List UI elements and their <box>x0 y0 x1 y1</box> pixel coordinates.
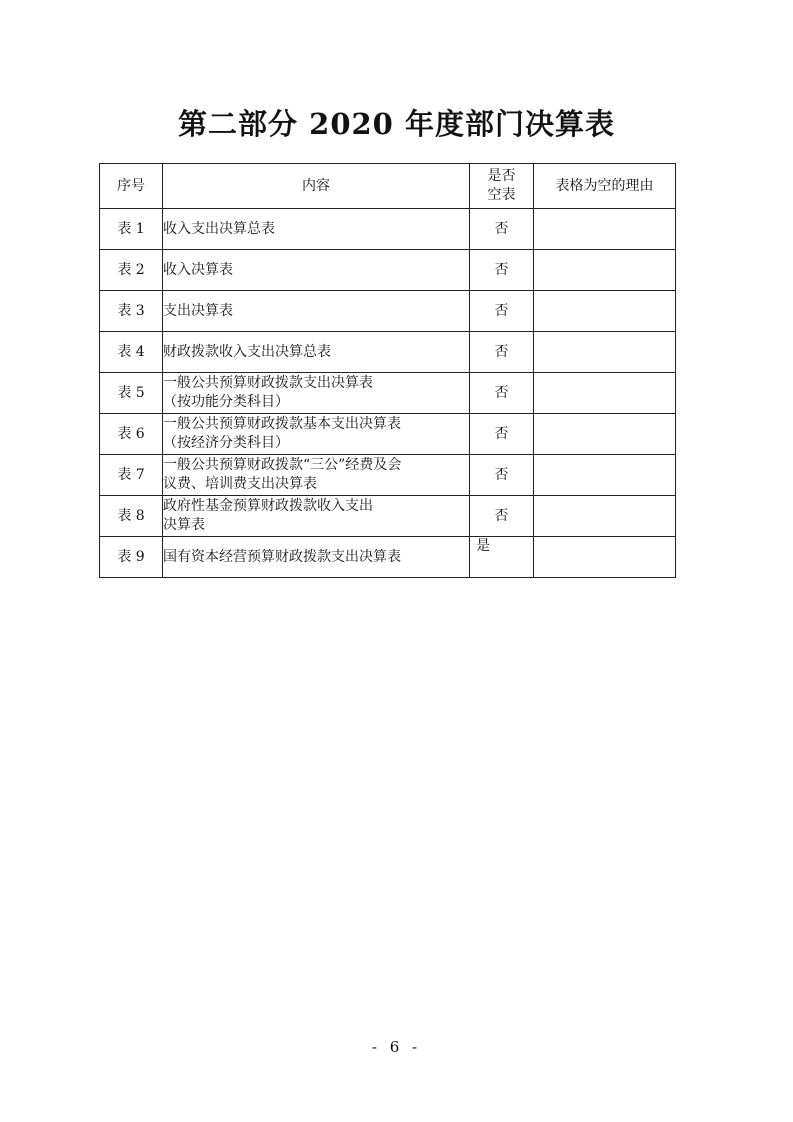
row-is-empty: 是 <box>470 537 534 578</box>
row-content <box>163 414 470 455</box>
row-content-line: 一般公共预算财政拨款支出决算表 <box>163 375 373 391</box>
row-is-empty: 否 <box>470 291 534 332</box>
row-reason <box>534 373 676 414</box>
row-is-empty: 否 <box>470 209 534 250</box>
row-content <box>163 373 470 414</box>
table-row <box>100 496 676 537</box>
row-seq: 表 1 <box>100 209 163 250</box>
row-content-line: 支出决算表 <box>163 302 233 319</box>
row-content-line: 一般公共预算财政拨款“三公”经费及会 <box>163 457 402 473</box>
row-content-line: 议费、培训费支出决算表 <box>163 476 317 492</box>
row-reason <box>534 455 676 496</box>
row-seq: 表 3 <box>100 291 163 332</box>
row-is-empty: 否 <box>470 250 534 291</box>
row-content-line: 国有资本经营预算财政拨款支出决算表 <box>163 548 401 565</box>
table-row <box>100 332 676 373</box>
row-content-line: 收入支出决算总表 <box>163 220 275 237</box>
row-seq: 表 6 <box>100 414 163 455</box>
page-title: 第二部分 2020 年度部门决算表 <box>178 107 615 141</box>
row-reason <box>534 250 676 291</box>
row-is-empty: 否 <box>470 496 534 537</box>
row-content-line: （按经济分类科目） <box>163 435 289 451</box>
row-is-empty: 否 <box>470 455 534 496</box>
row-is-empty: 否 <box>470 414 534 455</box>
table-row <box>100 373 676 414</box>
row-content <box>163 250 470 291</box>
row-content <box>163 209 470 250</box>
table-row <box>100 537 676 578</box>
row-content <box>163 455 470 496</box>
row-seq: 表 4 <box>100 332 163 373</box>
row-is-empty: 否 <box>470 332 534 373</box>
page-number: - 6 - <box>371 1038 422 1056</box>
row-is-empty: 否 <box>470 373 534 414</box>
row-reason <box>534 332 676 373</box>
header-content: 内容 <box>163 164 470 209</box>
table-row <box>100 209 676 250</box>
header-is-empty <box>470 164 534 209</box>
row-reason <box>534 209 676 250</box>
header-seq: 序号 <box>100 164 163 209</box>
table-row <box>100 250 676 291</box>
row-content-line: 一般公共预算财政拨款基本支出决算表 <box>163 416 401 432</box>
row-seq: 表 8 <box>100 496 163 537</box>
table-row <box>100 291 676 332</box>
row-content <box>163 496 470 537</box>
row-reason <box>534 537 676 578</box>
row-seq: 表 7 <box>100 455 163 496</box>
row-seq: 表 5 <box>100 373 163 414</box>
row-reason <box>534 414 676 455</box>
row-content-line: 财政拨款收入支出决算总表 <box>163 343 331 360</box>
table-row <box>100 414 676 455</box>
header-is-empty-line1: 是否 <box>487 168 516 184</box>
row-content-line: 收入决算表 <box>163 261 233 278</box>
row-content <box>163 332 470 373</box>
table-header-row <box>100 164 676 209</box>
header-reason: 表格为空的理由 <box>534 164 676 209</box>
table-row <box>100 455 676 496</box>
row-content-line: （按功能分类科目） <box>163 394 289 410</box>
header-is-empty-line2: 空表 <box>487 187 516 203</box>
row-content <box>163 537 470 578</box>
row-content-line: 政府性基金预算财政拨款收入支出 <box>163 498 373 514</box>
row-reason <box>534 496 676 537</box>
row-seq: 表 9 <box>100 537 163 578</box>
budget-tables-index <box>99 163 676 578</box>
row-content-line: 决算表 <box>163 517 205 533</box>
row-content <box>163 291 470 332</box>
row-reason <box>534 291 676 332</box>
row-seq: 表 2 <box>100 250 163 291</box>
